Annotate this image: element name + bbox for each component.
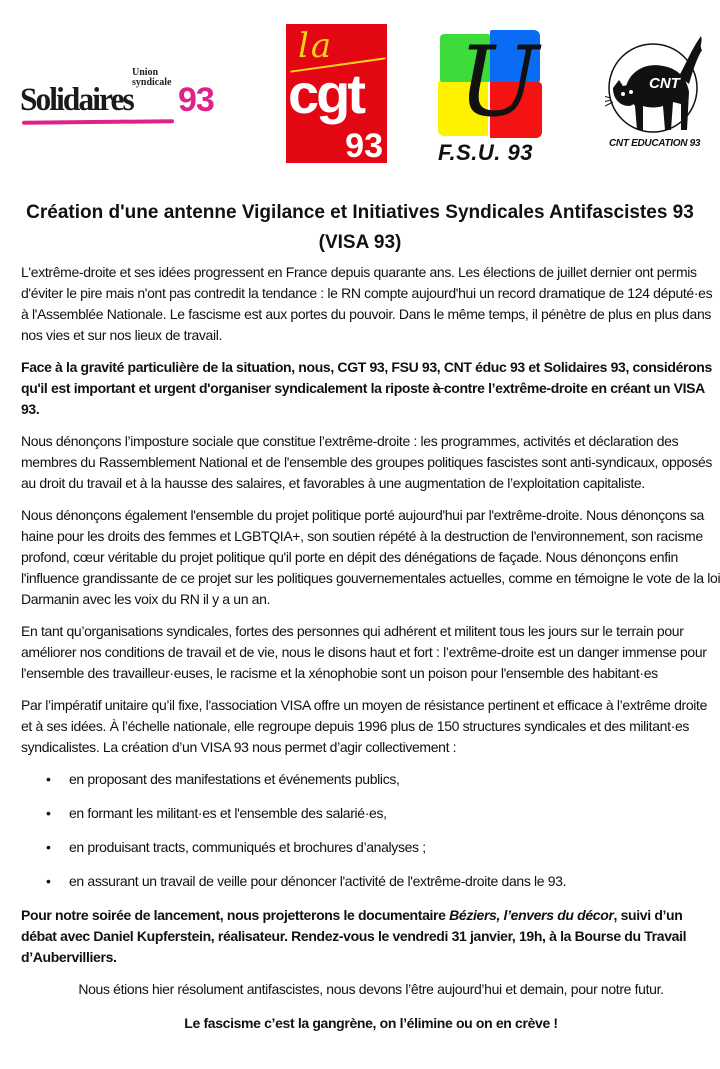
p2-struck-text: à xyxy=(432,380,444,396)
cgt-la-script: la xyxy=(298,26,334,66)
paragraph-social-imposture: Nous dénonçons l’imposture sociale que constitue l’extrême-droite : les programmes, activités et déclaration des membres du Rassemblement National et de l'ensemble des groupes politiques fascistes sont anti-syndicaux, opposés au droit du travail et à la hausse des salaires, et favorables à une augmentation de l’exploitation capitaliste. xyxy=(21,433,713,491)
list-item xyxy=(21,769,720,790)
list-item-text: en assurant un travail de veille pour dénoncer l'activité de l'extrême-droite dans le 93. xyxy=(69,873,567,889)
union-label: Union xyxy=(132,67,159,78)
solidaires-93-logo xyxy=(20,68,230,130)
bullet-icon: • xyxy=(46,839,51,855)
event-text-after: , suivi d’un débat avec Daniel Kupferstein, réalisateur. Rendez-vous le vendredi 31 janvier, 19h, à la Bourse du Travail d’Aubervilliers. xyxy=(21,907,687,965)
p2-text-after: contre l’extrême-droite en créant un VISA 93. xyxy=(21,380,705,417)
bullet-icon: • xyxy=(46,805,51,821)
list-item xyxy=(21,871,720,892)
paragraph-political-project: Nous dénonçons également l'ensemble du projet politique porté aujourd'hui par l'extrême-droite. Nous dénonçons sa haine pour les droits des femmes et LGBTQIA+, son soutien répété à la destruction de l'environnement, son racisme profond, cœur véritable du projet politique qu'il porte en dépit des dénégations de façade. Nous dénonçons enfin l'influence grandissante de ce projet sur les politiques gouvernementales actuelles, comme en témoigne le vote de la loi Darmanin avec les voix du RN il y a un an. xyxy=(21,507,720,607)
closing-slogan: Le fascisme c’est la gangrène, on l’élimine ou on en crève ! xyxy=(184,1015,558,1031)
bullet-icon: • xyxy=(46,873,51,889)
title-line-1: Création d'une antenne Vigilance et Initiatives Syndicales Antifascistes 93 xyxy=(26,202,694,223)
cnt-badge-text: CNT xyxy=(649,75,680,92)
list-item xyxy=(21,803,720,824)
list-item-text: en produisant tracts, communiqués et brochures d’analyses ; xyxy=(69,839,426,855)
paragraph-union-statement: En tant qu’organisations syndicales, fortes des personnes qui adhérent et militent tous les jours sur le terrain pour améliorer nos conditions de travail et de vie, nous le disons haut et fort : l’extrême-droite est un danger immense pour l'ensemble des travailleur·euses, le racisme et la xénophobie sont un poison pour l'ensemble des habitant·es xyxy=(21,623,707,681)
film-title: Béziers, l’envers du décor xyxy=(449,907,614,923)
fsu-label: F.S.U. 93 xyxy=(438,140,533,165)
closing-block xyxy=(21,979,720,1034)
page-title xyxy=(0,198,720,258)
paragraph-intro: L'extrême-droite et ses idées progressent en France depuis quarante ans. Les élections de juillet dernier ont permis d'éviter le pire mais n'ont pas contredit la tendance : le RN compte aujourd'hui un record dramatique de 124 député·es à l'Assemblée Nationale. Le fascisme est aux portes du pouvoir. Dans le même temps, il pénètre de plus en plus dans nos vies et sur nos lieux de travail. xyxy=(21,264,713,343)
document-body xyxy=(21,262,720,1047)
event-text-before: Pour notre soirée de lancement, nous projetterons le documentaire xyxy=(21,907,450,923)
cnt-label: CNT EDUCATION 93 xyxy=(609,138,701,149)
cnt-black-cat-icon xyxy=(605,32,710,138)
list-item-text: en formant les militant·es et l'ensemble des salarié·es, xyxy=(69,805,387,821)
list-item-text: en proposant des manifestations et événements publics, xyxy=(69,771,400,787)
syndicale-label: syndicale xyxy=(132,77,172,88)
paragraph-visa-association: Par l’impératif unitaire qu’il fixe, l'association VISA offre un moyen de résistance pertinent et efficace à l’extrême droite et à ses idées. À l’échelle nationale, elle regroupe depuis 1996 plus de 150 structures syndicales et des militant·es syndicalistes. La création d’un VISA 93 nous permet d’agir collectivement : xyxy=(21,697,708,755)
fsu-u-letter: U xyxy=(458,26,539,138)
list-item xyxy=(21,837,720,858)
fsu-93-logo xyxy=(436,26,546,171)
title-line-2: (VISA 93) xyxy=(318,232,402,253)
cgt-number: 93 xyxy=(345,127,383,163)
solidaires-union-text xyxy=(132,68,171,88)
bullet-icon: • xyxy=(46,771,51,787)
actions-list xyxy=(21,769,720,892)
cgt-93-logo xyxy=(286,24,387,163)
p2-text-before: Face à la gravité particulière de la situation, nous, CGT 93, FSU 93, CNT éduc 93 et Solidaires 93, considérons qu'il est important et urgent d'organiser syndicalement la riposte xyxy=(21,359,712,396)
cgt-wordmark: cgt xyxy=(288,62,363,125)
solidaires-number: 93 xyxy=(178,81,214,119)
paragraph-launch-event xyxy=(21,905,720,968)
paragraph-call-to-action xyxy=(21,357,720,420)
logos-header xyxy=(0,0,720,190)
cnt-education-93-logo xyxy=(605,32,710,160)
solidaires-underline xyxy=(22,119,174,125)
solidaires-wordmark: Solidaires xyxy=(20,82,133,118)
closing-line: Nous étions hier résolument antifascistes, nous devons l’être aujourd’hui et demain, pour notre futur. xyxy=(78,981,664,997)
